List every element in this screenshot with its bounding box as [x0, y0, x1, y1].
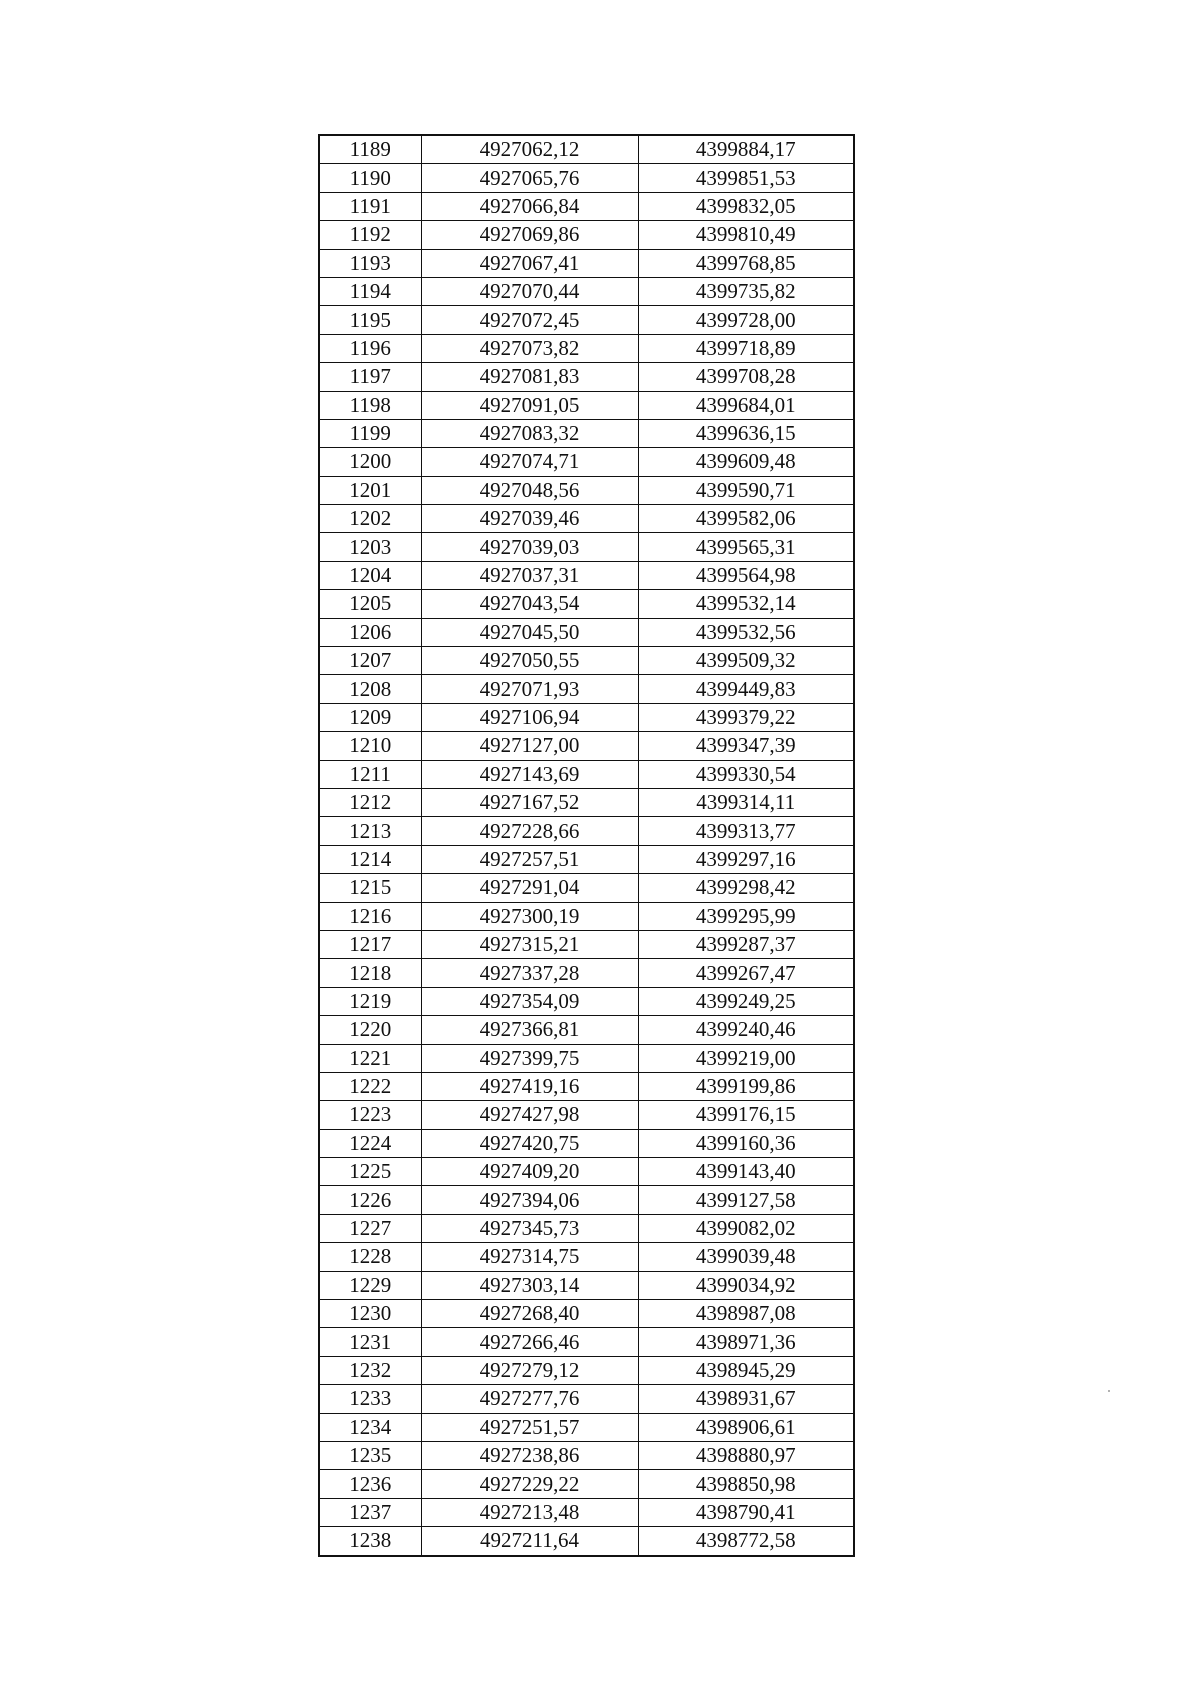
- point-number-cell: 1228: [319, 1243, 421, 1271]
- x-coordinate-cell: 4927394,06: [421, 1186, 638, 1214]
- table-row: [319, 902, 854, 930]
- x-coordinate-cell: 4927337,28: [421, 959, 638, 987]
- y-coordinate-cell: 4399564,98: [638, 561, 854, 589]
- point-number-cell: 1236: [319, 1470, 421, 1498]
- y-coordinate-cell: 4399219,00: [638, 1044, 854, 1072]
- table-row: [319, 448, 854, 476]
- y-coordinate-cell: 4398880,97: [638, 1441, 854, 1469]
- point-number-cell: 1237: [319, 1498, 421, 1526]
- x-coordinate-cell: 4927279,12: [421, 1356, 638, 1384]
- table-row: [319, 1300, 854, 1328]
- x-coordinate-cell: 4927345,73: [421, 1214, 638, 1242]
- y-coordinate-cell: 4399532,56: [638, 618, 854, 646]
- x-coordinate-cell: 4927291,04: [421, 874, 638, 902]
- x-coordinate-cell: 4927303,14: [421, 1271, 638, 1299]
- y-coordinate-cell: 4399297,16: [638, 845, 854, 873]
- x-coordinate-cell: 4927048,56: [421, 476, 638, 504]
- table-row: [319, 1470, 854, 1498]
- x-coordinate-cell: 4927045,50: [421, 618, 638, 646]
- table-row: [319, 845, 854, 873]
- x-coordinate-cell: 4927167,52: [421, 788, 638, 816]
- table-row: [319, 1441, 854, 1469]
- scan-speck: [1108, 1390, 1110, 1392]
- y-coordinate-cell: 4399298,42: [638, 874, 854, 902]
- table-row: [319, 221, 854, 249]
- x-coordinate-cell: 4927072,45: [421, 306, 638, 334]
- x-coordinate-cell: 4927257,51: [421, 845, 638, 873]
- x-coordinate-cell: 4927037,31: [421, 561, 638, 589]
- x-coordinate-cell: 4927251,57: [421, 1413, 638, 1441]
- point-number-cell: 1212: [319, 788, 421, 816]
- y-coordinate-cell: 4399347,39: [638, 732, 854, 760]
- x-coordinate-cell: 4927074,71: [421, 448, 638, 476]
- table-row: [319, 1016, 854, 1044]
- y-coordinate-cell: 4399082,02: [638, 1214, 854, 1242]
- table-row: [319, 1243, 854, 1271]
- table-row: [319, 533, 854, 561]
- table-row: [319, 1356, 854, 1384]
- table-row: [319, 334, 854, 362]
- y-coordinate-cell: 4399039,48: [638, 1243, 854, 1271]
- table-row: [319, 788, 854, 816]
- y-coordinate-cell: 4399379,22: [638, 703, 854, 731]
- point-number-cell: 1238: [319, 1527, 421, 1556]
- x-coordinate-cell: 4927106,94: [421, 703, 638, 731]
- table-row: [319, 363, 854, 391]
- y-coordinate-cell: 4399810,49: [638, 221, 854, 249]
- point-number-cell: 1194: [319, 277, 421, 305]
- x-coordinate-cell: 4927354,09: [421, 987, 638, 1015]
- point-number-cell: 1230: [319, 1300, 421, 1328]
- x-coordinate-cell: 4927043,54: [421, 590, 638, 618]
- table-row: [319, 164, 854, 192]
- table-row: [319, 1498, 854, 1526]
- y-coordinate-cell: 4399728,00: [638, 306, 854, 334]
- point-number-cell: 1218: [319, 959, 421, 987]
- x-coordinate-cell: 4927420,75: [421, 1129, 638, 1157]
- table-row: [319, 135, 854, 164]
- y-coordinate-cell: 4399249,25: [638, 987, 854, 1015]
- point-number-cell: 1200: [319, 448, 421, 476]
- point-number-cell: 1191: [319, 192, 421, 220]
- y-coordinate-cell: 4399832,05: [638, 192, 854, 220]
- table-row: [319, 675, 854, 703]
- y-coordinate-cell: 4398945,29: [638, 1356, 854, 1384]
- x-coordinate-cell: 4927081,83: [421, 363, 638, 391]
- table-row: [319, 1413, 854, 1441]
- point-number-cell: 1209: [319, 703, 421, 731]
- y-coordinate-cell: 4399313,77: [638, 817, 854, 845]
- point-number-cell: 1234: [319, 1413, 421, 1441]
- point-number-cell: 1201: [319, 476, 421, 504]
- y-coordinate-cell: 4398971,36: [638, 1328, 854, 1356]
- x-coordinate-cell: 4927419,16: [421, 1072, 638, 1100]
- y-coordinate-cell: 4399532,14: [638, 590, 854, 618]
- point-number-cell: 1233: [319, 1385, 421, 1413]
- point-number-cell: 1197: [319, 363, 421, 391]
- point-number-cell: 1215: [319, 874, 421, 902]
- coordinates-table-body: [319, 135, 854, 1556]
- point-number-cell: 1223: [319, 1101, 421, 1129]
- point-number-cell: 1207: [319, 647, 421, 675]
- y-coordinate-cell: 4399267,47: [638, 959, 854, 987]
- table-row: [319, 703, 854, 731]
- x-coordinate-cell: 4927143,69: [421, 760, 638, 788]
- x-coordinate-cell: 4927315,21: [421, 930, 638, 958]
- y-coordinate-cell: 4399582,06: [638, 505, 854, 533]
- point-number-cell: 1229: [319, 1271, 421, 1299]
- table-row: [319, 1385, 854, 1413]
- coordinates-table: [318, 134, 855, 1557]
- y-coordinate-cell: 4399330,54: [638, 760, 854, 788]
- point-number-cell: 1210: [319, 732, 421, 760]
- x-coordinate-cell: 4927213,48: [421, 1498, 638, 1526]
- table-row: [319, 1072, 854, 1100]
- table-row: [319, 419, 854, 447]
- point-number-cell: 1214: [319, 845, 421, 873]
- y-coordinate-cell: 4399034,92: [638, 1271, 854, 1299]
- point-number-cell: 1227: [319, 1214, 421, 1242]
- table-row: [319, 874, 854, 902]
- y-coordinate-cell: 4399768,85: [638, 249, 854, 277]
- point-number-cell: 1226: [319, 1186, 421, 1214]
- point-number-cell: 1199: [319, 419, 421, 447]
- y-coordinate-cell: 4399509,32: [638, 647, 854, 675]
- y-coordinate-cell: 4399684,01: [638, 391, 854, 419]
- y-coordinate-cell: 4399143,40: [638, 1158, 854, 1186]
- x-coordinate-cell: 4927238,86: [421, 1441, 638, 1469]
- y-coordinate-cell: 4399176,15: [638, 1101, 854, 1129]
- x-coordinate-cell: 4927314,75: [421, 1243, 638, 1271]
- table-row: [319, 590, 854, 618]
- y-coordinate-cell: 4399708,28: [638, 363, 854, 391]
- x-coordinate-cell: 4927277,76: [421, 1385, 638, 1413]
- table-row: [319, 561, 854, 589]
- table-row: [319, 306, 854, 334]
- point-number-cell: 1225: [319, 1158, 421, 1186]
- point-number-cell: 1217: [319, 930, 421, 958]
- table-row: [319, 1271, 854, 1299]
- point-number-cell: 1202: [319, 505, 421, 533]
- y-coordinate-cell: 4398906,61: [638, 1413, 854, 1441]
- point-number-cell: 1208: [319, 675, 421, 703]
- point-number-cell: 1204: [319, 561, 421, 589]
- x-coordinate-cell: 4927039,46: [421, 505, 638, 533]
- point-number-cell: 1198: [319, 391, 421, 419]
- x-coordinate-cell: 4927065,76: [421, 164, 638, 192]
- x-coordinate-cell: 4927409,20: [421, 1158, 638, 1186]
- x-coordinate-cell: 4927399,75: [421, 1044, 638, 1072]
- x-coordinate-cell: 4927300,19: [421, 902, 638, 930]
- y-coordinate-cell: 4399590,71: [638, 476, 854, 504]
- table-row: [319, 277, 854, 305]
- point-number-cell: 1222: [319, 1072, 421, 1100]
- y-coordinate-cell: 4398931,67: [638, 1385, 854, 1413]
- y-coordinate-cell: 4399636,15: [638, 419, 854, 447]
- x-coordinate-cell: 4927091,05: [421, 391, 638, 419]
- point-number-cell: 1203: [319, 533, 421, 561]
- y-coordinate-cell: 4399565,31: [638, 533, 854, 561]
- x-coordinate-cell: 4927083,32: [421, 419, 638, 447]
- table-row: [319, 1129, 854, 1157]
- table-row: [319, 760, 854, 788]
- y-coordinate-cell: 4399314,11: [638, 788, 854, 816]
- table-row: [319, 732, 854, 760]
- point-number-cell: 1219: [319, 987, 421, 1015]
- table-row: [319, 1186, 854, 1214]
- table-row: [319, 505, 854, 533]
- y-coordinate-cell: 4399199,86: [638, 1072, 854, 1100]
- x-coordinate-cell: 4927039,03: [421, 533, 638, 561]
- table-row: [319, 618, 854, 646]
- x-coordinate-cell: 4927427,98: [421, 1101, 638, 1129]
- table-row: [319, 647, 854, 675]
- table-row: [319, 1527, 854, 1556]
- table-row: [319, 817, 854, 845]
- x-coordinate-cell: 4927062,12: [421, 135, 638, 164]
- table-row: [319, 987, 854, 1015]
- x-coordinate-cell: 4927066,84: [421, 192, 638, 220]
- y-coordinate-cell: 4399287,37: [638, 930, 854, 958]
- y-coordinate-cell: 4399735,82: [638, 277, 854, 305]
- x-coordinate-cell: 4927070,44: [421, 277, 638, 305]
- table-row: [319, 1044, 854, 1072]
- table-row: [319, 1158, 854, 1186]
- x-coordinate-cell: 4927266,46: [421, 1328, 638, 1356]
- y-coordinate-cell: 4399160,36: [638, 1129, 854, 1157]
- y-coordinate-cell: 4398772,58: [638, 1527, 854, 1556]
- point-number-cell: 1224: [319, 1129, 421, 1157]
- y-coordinate-cell: 4399127,58: [638, 1186, 854, 1214]
- y-coordinate-cell: 4399609,48: [638, 448, 854, 476]
- point-number-cell: 1205: [319, 590, 421, 618]
- point-number-cell: 1221: [319, 1044, 421, 1072]
- table-row: [319, 249, 854, 277]
- point-number-cell: 1206: [319, 618, 421, 646]
- point-number-cell: 1220: [319, 1016, 421, 1044]
- point-number-cell: 1216: [319, 902, 421, 930]
- x-coordinate-cell: 4927071,93: [421, 675, 638, 703]
- y-coordinate-cell: 4399449,83: [638, 675, 854, 703]
- point-number-cell: 1195: [319, 306, 421, 334]
- table-row: [319, 1101, 854, 1129]
- point-number-cell: 1211: [319, 760, 421, 788]
- table-row: [319, 476, 854, 504]
- point-number-cell: 1196: [319, 334, 421, 362]
- point-number-cell: 1190: [319, 164, 421, 192]
- table-row: [319, 959, 854, 987]
- x-coordinate-cell: 4927073,82: [421, 334, 638, 362]
- x-coordinate-cell: 4927127,00: [421, 732, 638, 760]
- y-coordinate-cell: 4399884,17: [638, 135, 854, 164]
- y-coordinate-cell: 4398987,08: [638, 1300, 854, 1328]
- y-coordinate-cell: 4399851,53: [638, 164, 854, 192]
- table-row: [319, 930, 854, 958]
- point-number-cell: 1213: [319, 817, 421, 845]
- point-number-cell: 1193: [319, 249, 421, 277]
- x-coordinate-cell: 4927067,41: [421, 249, 638, 277]
- point-number-cell: 1192: [319, 221, 421, 249]
- point-number-cell: 1231: [319, 1328, 421, 1356]
- point-number-cell: 1232: [319, 1356, 421, 1384]
- x-coordinate-cell: 4927268,40: [421, 1300, 638, 1328]
- y-coordinate-cell: 4399295,99: [638, 902, 854, 930]
- table-row: [319, 391, 854, 419]
- y-coordinate-cell: 4399240,46: [638, 1016, 854, 1044]
- x-coordinate-cell: 4927229,22: [421, 1470, 638, 1498]
- point-number-cell: 1189: [319, 135, 421, 164]
- point-number-cell: 1235: [319, 1441, 421, 1469]
- y-coordinate-cell: 4398790,41: [638, 1498, 854, 1526]
- table-row: [319, 1328, 854, 1356]
- x-coordinate-cell: 4927069,86: [421, 221, 638, 249]
- table-row: [319, 192, 854, 220]
- table-row: [319, 1214, 854, 1242]
- x-coordinate-cell: 4927211,64: [421, 1527, 638, 1556]
- y-coordinate-cell: 4398850,98: [638, 1470, 854, 1498]
- x-coordinate-cell: 4927366,81: [421, 1016, 638, 1044]
- x-coordinate-cell: 4927228,66: [421, 817, 638, 845]
- y-coordinate-cell: 4399718,89: [638, 334, 854, 362]
- x-coordinate-cell: 4927050,55: [421, 647, 638, 675]
